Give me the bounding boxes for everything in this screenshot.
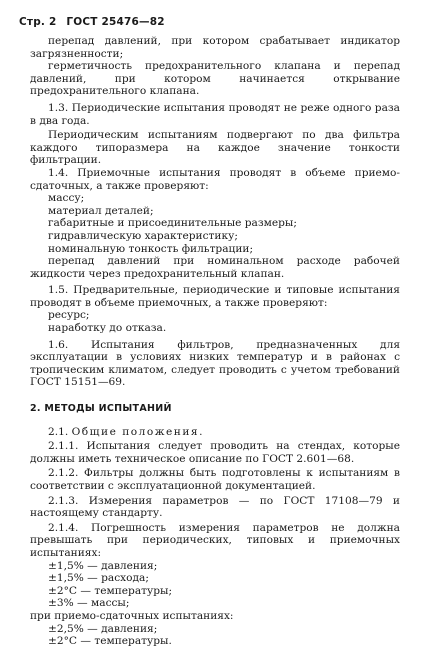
tolerance-item: ±2,5% — давления; [48,622,158,635]
clause-2-1-3: 2.1.3. Измерения параметров — по ГОСТ 17108—79 и настоящему стандарту. [30,494,400,520]
list-item: массу; [48,192,85,205]
list-item: ресурс; [48,309,90,322]
tolerance-item: ±2°С — температуры. [48,635,172,648]
page-header [19,16,171,28]
clause-1-4: 1.4. Приемочные испытания проводят в объеме приемо-сдаточных, а также проверяют: [30,166,400,192]
section-heading: 2. МЕТОДЫ ИСПЫТАНИЙ [30,403,172,415]
standard-code: ГОСТ 25476—82 [66,16,165,28]
acceptance-intro: при приемо-сдаточных испытаниях: [30,609,234,622]
paragraph: герметичность предохранительного клапана и перепад давлений, при котором начинается открывание предохранительного клапана. [30,60,400,98]
paragraph: Периодическим испытаниям подвергают по два фильтра каждого типоразмера на каждое значение тонкости фильтрации. [30,129,400,167]
paragraph: перепад давлений, при котором срабатывает индикатор загрязненности; [30,35,400,60]
clause-2-1-2: 2.1.2. Фильтры должны быть подготовлены к испытаниям в соответствии с эксплуатационной документацией. [30,467,400,492]
clause-1-5: 1.5. Предварительные, периодические и типовые испытания проводят в объеме приемочных, а также проверяют: [30,284,400,309]
clause-number: 2.1. [48,425,69,438]
clause-title: Общие положения. [71,425,204,438]
page-number: Стр. 2 [19,16,57,28]
list-item: наработку до отказа. [48,322,167,335]
clause-2-1-4: 2.1.4. Погрешность измерения параметров не должна превышать при периодических, типовых и приемочных испытаниях: [30,521,400,559]
clause-1-6: 1.6. Испытания фильтров, предназначенных для эксплуатации в условиях низких температур и в районах с тропическим климатом, следует проводить с учетом требований ГОСТ 15151—69. [30,338,400,389]
tolerance-item: ±1,5% — расхода; [48,572,149,585]
tolerance-item: ±1,5% — давления; [48,559,158,572]
tolerance-item: ±2°С — температуры; [48,584,173,597]
list-item: перепад давлений при номинальном расходе рабочей жидкости через предохранительный клапан. [30,255,400,280]
clause-2-1 [30,426,400,439]
list-item: номинальную тонкость фильтрации; [48,242,254,255]
list-item: гидравлическую характеристику; [48,229,238,242]
clause-1-3: 1.3. Периодические испытания проводят не реже одного раза в два года. [30,101,400,127]
clause-2-1-1: 2.1.1. Испытания следует проводить на стендах, которые должны иметь техническое описание по ГОСТ 2.601—68. [30,440,400,465]
document-body [30,35,400,648]
tolerance-item: ±3% — массы; [48,597,130,610]
list-item: габаритные и присоединительные размеры; [48,217,297,230]
list-item: материал деталей; [48,204,154,217]
